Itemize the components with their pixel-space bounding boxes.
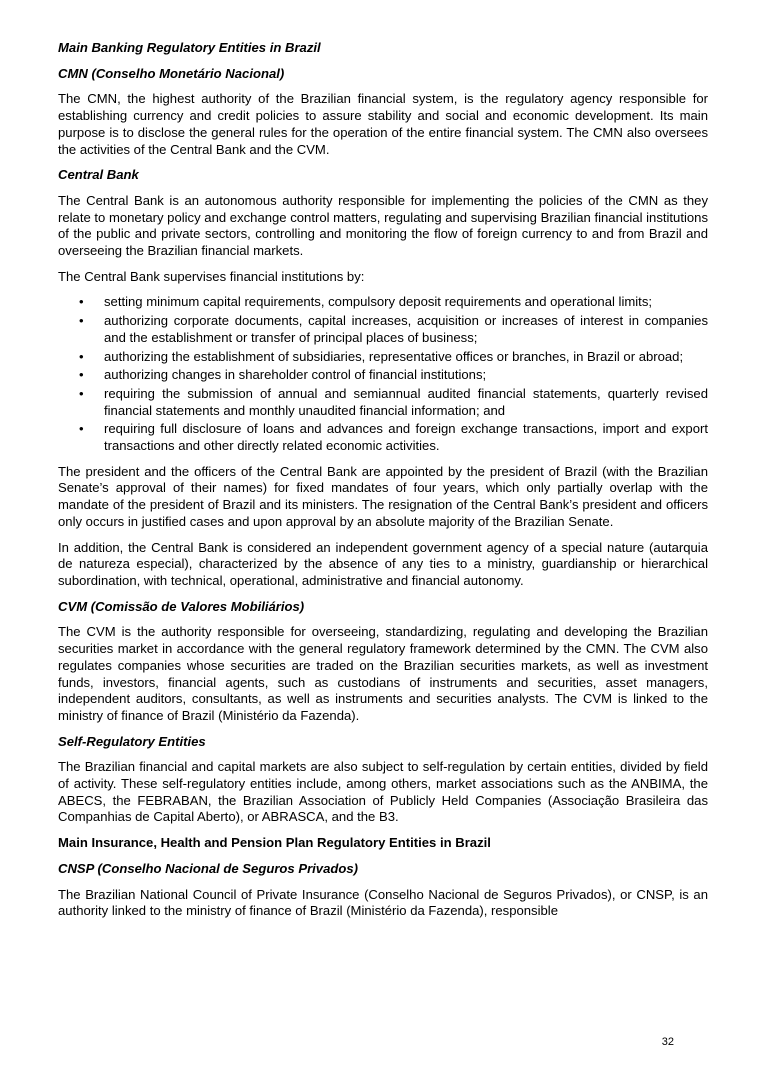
- paragraph-central-bank: The Central Bank is an autonomous authority responsible for implementing the policies of the CMN as they relate to monetary policy and exchange control matters, regulating and supervising Brazilian financial institutions of the public and private sectors, controlling and monitoring the flow of foreign currency to and from Brazil and overseeing the Brazilian financial markets.: [58, 192, 708, 259]
- list-item: [58, 367, 708, 384]
- list-item: [58, 313, 708, 346]
- paragraph-self-regulatory: The Brazilian financial and capital markets are also subject to self-regulation by certain entities, divided by field of activity. These self-regulatory entities include, among others, market associations such as the ANBIMA, the ABECS, the FEBRABAN, the Brazilian Association of Publicly Held Companies (Associação Brasileira das Companhias de Capital Aberto), or ABRASCA, and the B3.: [58, 759, 708, 825]
- paragraph-cb-president: The president and the officers of the Central Bank are appointed by the president of Brazil (with the Brazilian Senate’s approval of their names) for fixed mandates of four years, which only partially overlap with the mandate of the president of Brazil and its ministers. The resignation of the Central Bank’s president and officers only occurs in justified cases and upon approval by an absolute majority of the Brazilian Senate.: [58, 463, 708, 529]
- heading-central-bank: Central Bank: [58, 167, 139, 183]
- list-item-text: authorizing changes in shareholder control of financial institutions;: [104, 367, 487, 383]
- list-item: [58, 421, 708, 454]
- list-item: [58, 386, 708, 419]
- bullet-icon: •: [79, 348, 84, 364]
- paragraph-cmn: The CMN, the highest authority of the Brazilian financial system, is the regulatory agency responsible for establishing currency and credit policies to assure stability and social and economic development. Its main purpose is to disclose the general rules for the operation of the entire financial system. The CMN also oversees the activities of the Central Bank and the CVM.: [58, 91, 708, 157]
- paragraph-cb-independent: In addition, the Central Bank is considered an independent government agency of a special nature (autarquia de natureza especial), characterized by the absence of any ties to a ministry, guardianship or hierarchical subordination, with technical, operational, administrative and financial autonomy.: [58, 539, 708, 588]
- bullet-icon: •: [79, 385, 84, 401]
- bullet-icon: •: [79, 421, 84, 437]
- list-item-text: authorizing the establishment of subsidiaries, representative offices or branches, in Brazil or abroad;: [104, 348, 684, 364]
- document-page: [58, 40, 708, 929]
- list-item-text: setting minimum capital requirements, compulsory deposit requirements and operational limits;: [104, 294, 653, 310]
- bullet-icon: •: [79, 294, 84, 310]
- paragraph-cnsp: The Brazilian National Council of Private Insurance (Conselho Nacional de Seguros Privados), or CNSP, is an authority linked to the ministry of finance of Brazil (Ministério da Fazenda), responsible: [58, 886, 708, 919]
- list-item-text: requiring the submission of annual and semiannual audited financial statements, quarterly revised financial statements and monthly unaudited financial information; and: [104, 385, 708, 418]
- heading-main-insurance: Main Insurance, Health and Pension Plan Regulatory Entities in Brazil: [58, 835, 491, 851]
- paragraph-cvm: The CVM is the authority responsible for overseeing, standardizing, regulating and developing the Brazilian securities market in accordance with the general regulatory framework determined by the CMN. The CVM also regulates companies whose securities are traded on the Brazilian securities markets, as well as investment funds, investors, financial agents, such as custodians of instruments and securities, asset managers, independent auditors, consultants, as well as instruments and securities analysts. The CVM is linked to the ministry of finance of Brazil (Ministério da Fazenda).: [58, 624, 708, 723]
- bullet-icon: •: [79, 367, 84, 383]
- list-item: [58, 349, 708, 366]
- bullet-icon: •: [79, 313, 84, 329]
- heading-self-regulatory: Self-Regulatory Entities: [58, 733, 206, 749]
- list-item: [58, 294, 708, 311]
- page-number: 32: [661, 1036, 674, 1048]
- heading-cmn: CMN (Conselho Monetário Nacional): [58, 65, 285, 81]
- heading-cnsp: CNSP (Conselho Nacional de Seguros Privados): [58, 860, 359, 876]
- list-item-text: authorizing corporate documents, capital increases, acquisition or increases of interest in companies and the establishment or transfer of principal places of business;: [104, 313, 708, 345]
- list-item-text: requiring full disclosure of loans and advances and foreign exchange transactions, import and export transactions and other directly related economic activities.: [104, 421, 708, 454]
- paragraph-cb-supervises: The Central Bank supervises financial institutions by:: [58, 268, 365, 284]
- heading-cvm: CVM (Comissão de Valores Mobiliários): [58, 598, 305, 614]
- supervision-list: [58, 294, 708, 454]
- heading-main-banking: Main Banking Regulatory Entities in Brazil: [58, 40, 321, 55]
